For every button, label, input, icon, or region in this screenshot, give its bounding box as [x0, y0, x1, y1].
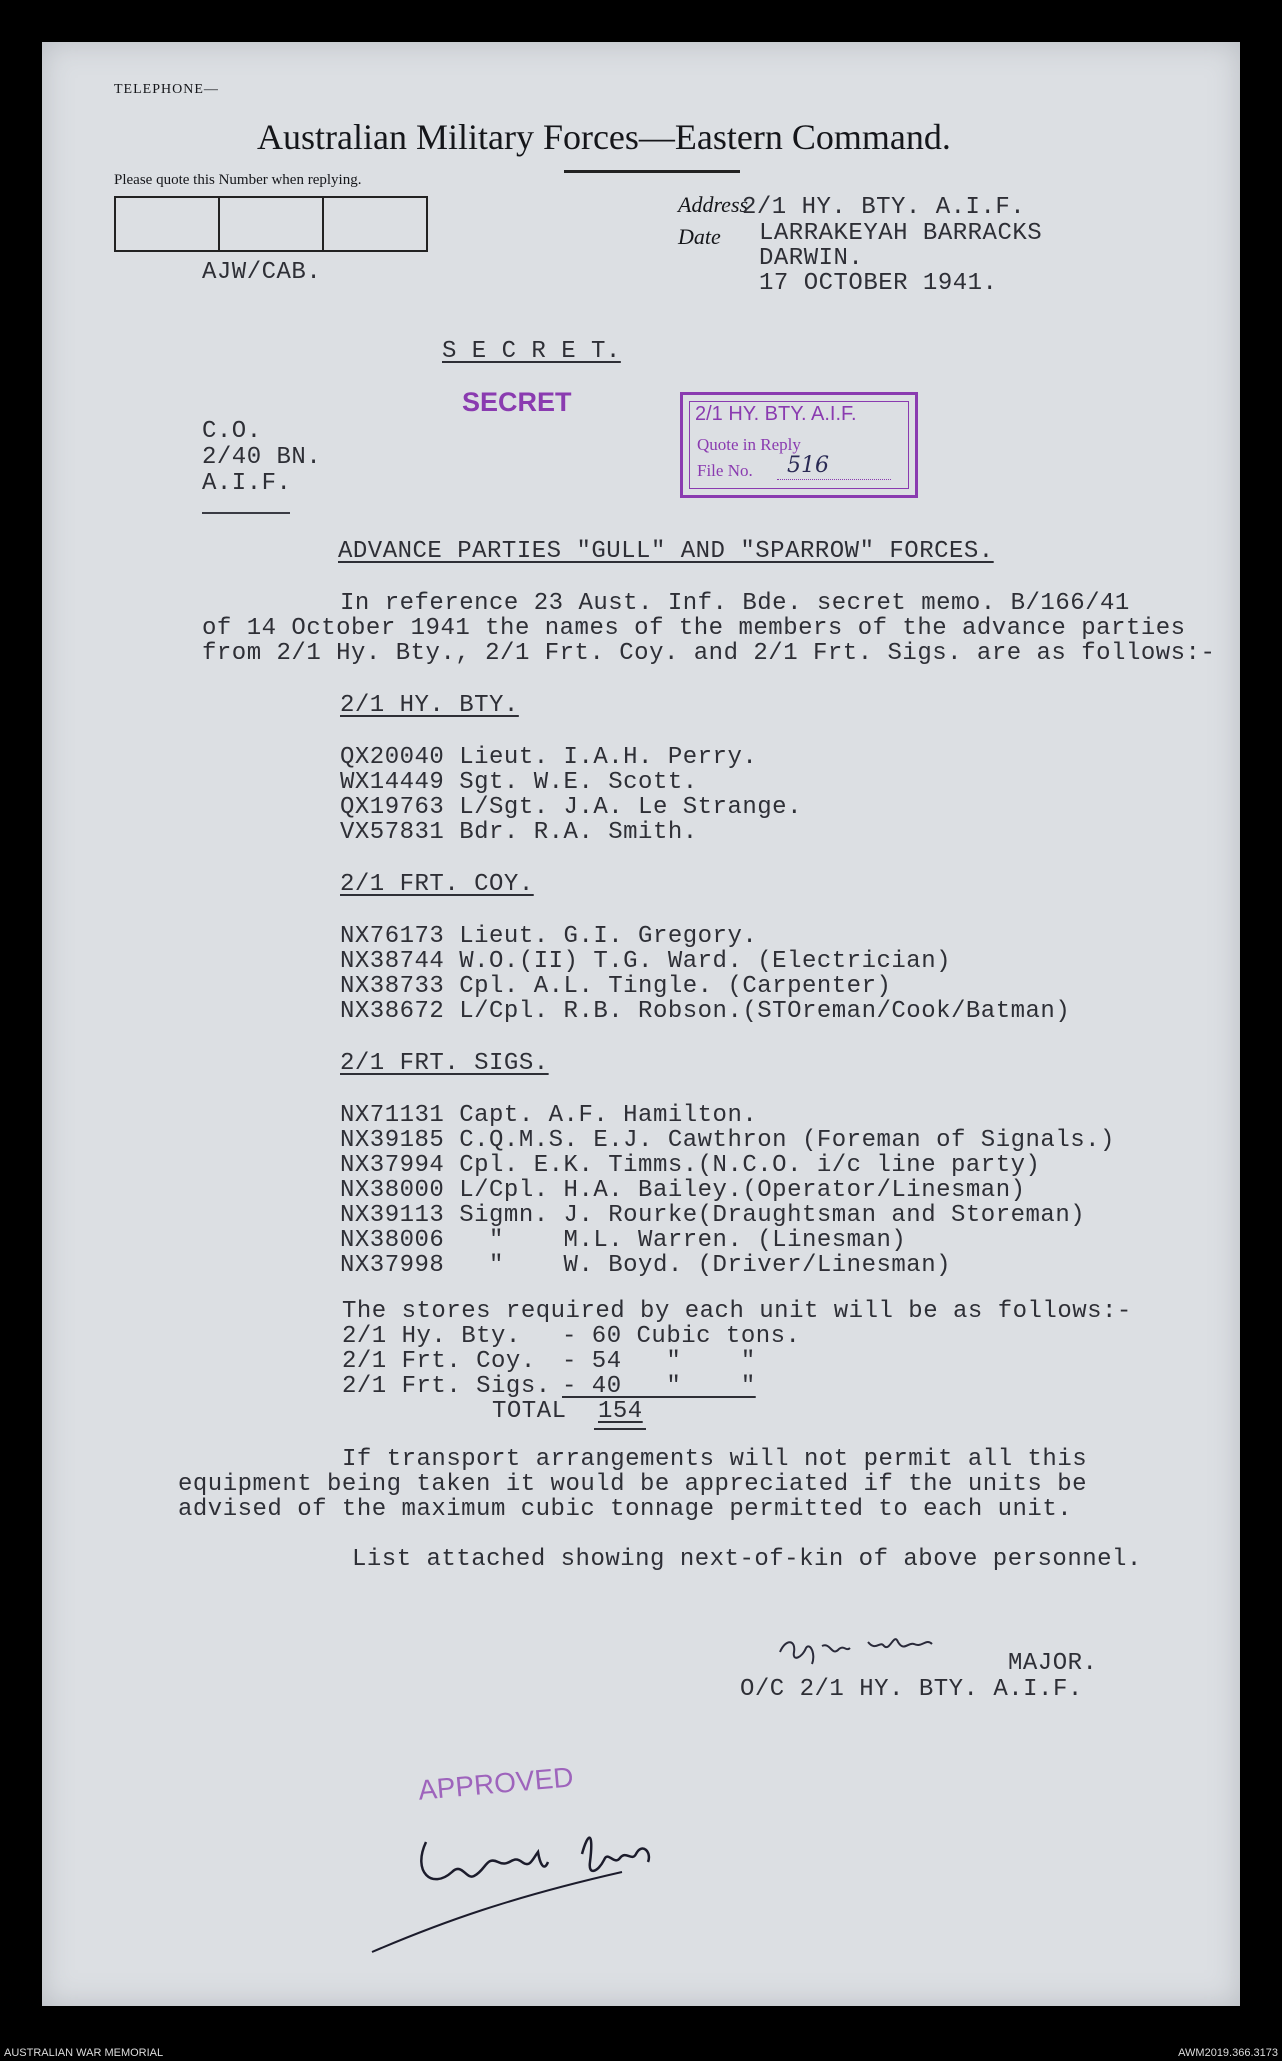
recipient-rule — [202, 512, 290, 514]
member-line: QX19763 L/Sgt. J.A. Le Strange. — [340, 794, 802, 821]
sender-city: DARWIN. — [759, 245, 864, 272]
file-reference-stamp — [680, 392, 918, 498]
intro-line-3: from 2/1 Hy. Bty., 2/1 Frt. Coy. and 2/1 Frt. Sigs. are as follows:- — [202, 640, 1216, 667]
member-line: NX38744 W.O.(II) T.G. Ward. (Electrician) — [340, 948, 951, 975]
footer-accession: AWM2019.366.3173 — [1178, 2047, 1278, 2059]
approved-stamp: APPROVED — [416, 1761, 575, 1806]
stamp-file-label: File No. — [697, 461, 753, 480]
total-rule — [594, 1428, 646, 1430]
document-page — [42, 42, 1240, 2006]
major-signature — [772, 1612, 972, 1672]
stores-amount: - 60 Cubic tons. — [562, 1323, 801, 1350]
member-line: QX20040 Lieut. I.A.H. Perry. — [340, 744, 758, 771]
classification-typed: S E C R E T. — [442, 338, 621, 365]
closing-line-2: equipment being taken it would be appreciated if the units be — [178, 1471, 1088, 1498]
sender-location: LARRAKEYAH BARRACKS — [759, 220, 1043, 247]
sender-address: 2/1 HY. BTY. A.I.F. — [742, 194, 1026, 221]
date-label: Date — [678, 224, 721, 249]
address-label: Address — [678, 192, 749, 217]
stores-total-label: TOTAL — [492, 1398, 567, 1425]
closing-line-3: advised of the maximum cubic tonnage permitted to each unit. — [178, 1496, 1073, 1523]
stamp-unit: 2/1 HY. BTY. A.I.F. — [695, 403, 857, 425]
stamp-quote: Quote in Reply — [697, 435, 801, 454]
member-line: NX38733 Cpl. A.L. Tingle. (Carpenter) — [340, 973, 892, 1000]
reference-initials: AJW/CAB. — [202, 259, 322, 286]
member-line: NX39185 C.Q.M.S. E.J. Cawthron (Foreman of Signals.) — [340, 1127, 1115, 1154]
stores-unit: 2/1 Hy. Bty. — [342, 1323, 521, 1350]
footer-institution: AUSTRALIAN WAR MEMORIAL — [4, 2047, 164, 2059]
subject-line: ADVANCE PARTIES "GULL" AND "SPARROW" FORCES. — [338, 538, 994, 565]
member-line: NX39113 Sigmn. J. Rourke(Draughtsman and Storeman) — [340, 1202, 1086, 1229]
intro-line-1: In reference 23 Aust. Inf. Bde. secret memo. B/166/41 — [340, 590, 1130, 617]
member-line: VX57831 Bdr. R.A. Smith. — [340, 819, 698, 846]
stamp-file-number: 516 — [787, 453, 829, 478]
stores-amount: - 40 " " — [562, 1373, 756, 1400]
recipient-line-3: A.I.F. — [202, 470, 292, 497]
approval-signature — [362, 1802, 722, 1962]
signatory-rank: MAJOR. — [1008, 1650, 1098, 1677]
recipient-line-1: C.O. — [202, 418, 262, 445]
stores-unit: 2/1 Frt. Coy. — [342, 1348, 536, 1375]
letter-date: 17 OCTOBER 1941. — [759, 270, 998, 297]
stores-total-value: 154 — [598, 1398, 643, 1425]
unit-heading-hy-bty: 2/1 HY. BTY. — [340, 692, 519, 719]
member-line: NX37994 Cpl. E.K. Timms.(N.C.O. i/c line party) — [340, 1152, 1041, 1179]
stores-unit: 2/1 Frt. Sigs. — [342, 1373, 551, 1400]
member-line: NX38006 " M.L. Warren. (Linesman) — [340, 1227, 907, 1254]
quote-note: Please quote this Number when replying. — [114, 172, 362, 188]
unit-heading-frt-sigs: 2/1 FRT. SIGS. — [340, 1050, 549, 1077]
stores-amount: - 54 " " — [562, 1348, 756, 1375]
member-line: NX37998 " W. Boyd. (Driver/Linesman) — [340, 1252, 951, 1279]
reference-box — [324, 198, 426, 250]
recipient-line-2: 2/40 BN. — [202, 444, 322, 471]
member-line: NX38000 L/Cpl. H.A. Bailey.(Operator/Linesman) — [340, 1177, 1026, 1204]
stamp-file-number-line — [777, 479, 891, 480]
member-line: NX76173 Lieut. G.I. Gregory. — [340, 923, 758, 950]
reference-box — [116, 198, 220, 250]
letterhead-title: Australian Military Forces—Eastern Command. — [257, 117, 951, 157]
attachment-note: List attached showing next-of-kin of above personnel. — [352, 1546, 1142, 1573]
title-underline — [564, 170, 740, 173]
telephone-label: TELEPHONE— — [114, 82, 219, 97]
member-line: WX14449 Sgt. W.E. Scott. — [340, 769, 698, 796]
intro-line-2: of 14 October 1941 the names of the members of the advance parties — [202, 615, 1186, 642]
unit-heading-frt-coy: 2/1 FRT. COY. — [340, 871, 534, 898]
reference-box — [220, 198, 324, 250]
reference-number-boxes — [114, 196, 428, 252]
closing-line-1: If transport arrangements will not permit all this — [342, 1446, 1088, 1473]
stores-intro: The stores required by each unit will be as follows:- — [342, 1298, 1132, 1325]
member-line: NX71131 Capt. A.F. Hamilton. — [340, 1102, 758, 1129]
member-line: NX38672 L/Cpl. R.B. Robson.(STOreman/Cook/Batman) — [340, 998, 1071, 1025]
classification-stamp: SECRET — [462, 387, 572, 417]
signatory-title: O/C 2/1 HY. BTY. A.I.F. — [740, 1676, 1083, 1703]
